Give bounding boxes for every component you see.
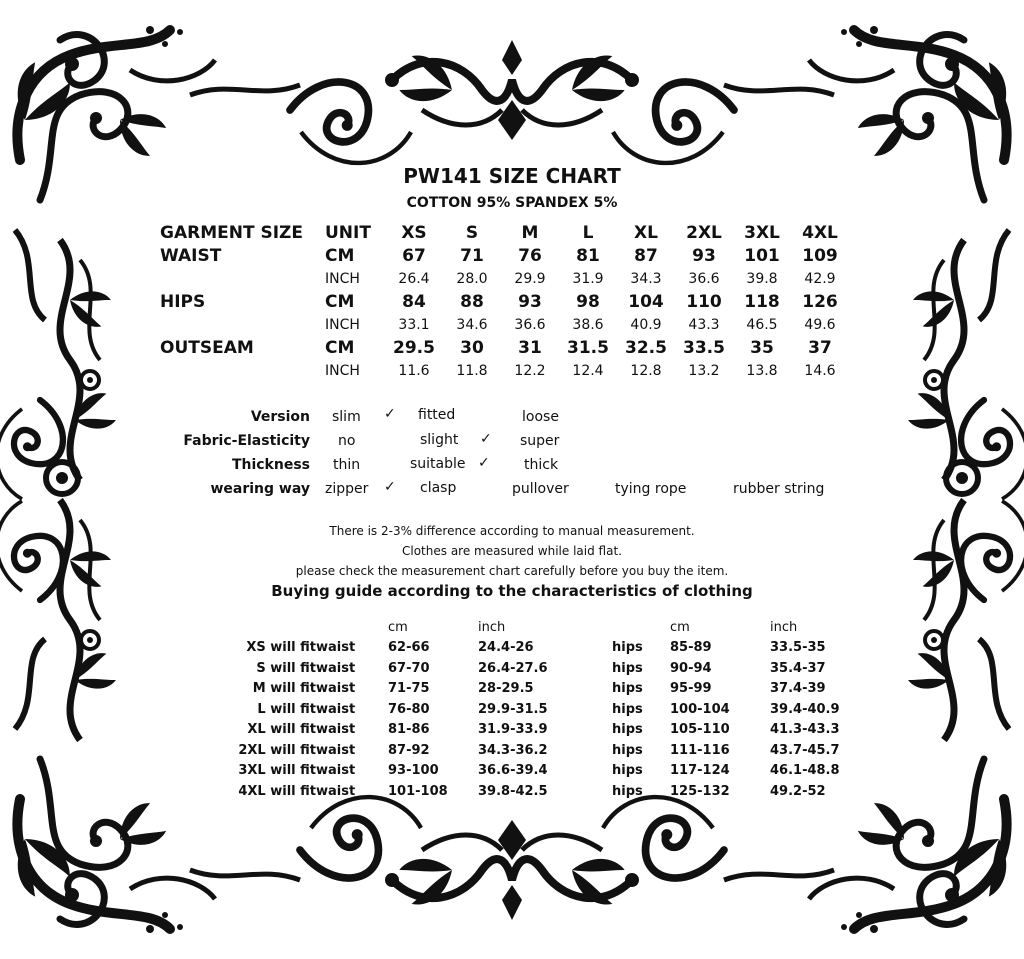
guide-hips-label: hips: [612, 783, 643, 799]
row-label: HIPS: [160, 291, 206, 312]
table-row: [200, 679, 578, 700]
table-cell: 40.9: [630, 316, 662, 333]
table-row: [200, 720, 578, 741]
row-label: WAIST: [160, 245, 222, 266]
table-cell: 14.6: [804, 362, 836, 379]
row-label: OUTSEAM: [160, 337, 254, 358]
table-cell: 31.5: [567, 337, 609, 358]
guide-hips-inch: 35.4-37: [770, 660, 826, 676]
guide-hips-label: hips: [612, 681, 643, 697]
table-cell: 93: [518, 291, 542, 312]
table-row: [160, 336, 849, 359]
table-row: [160, 244, 849, 267]
table-row: [200, 658, 578, 679]
attr-option: thin: [333, 457, 361, 473]
guide-hips-cm: 90-94: [670, 660, 712, 676]
table-cell: 12.4: [572, 362, 604, 379]
table-cell: 49.6: [804, 316, 836, 333]
guide-waist-label: waist: [316, 660, 356, 676]
note-line: Clothes are measured while laid flat.: [402, 544, 622, 558]
table-row: [200, 781, 578, 802]
header-garment-size: GARMENT SIZE: [160, 222, 303, 243]
header-size: 2XL: [686, 222, 722, 243]
guide-waist-label: waist: [316, 783, 356, 799]
table-cell: 88: [460, 291, 484, 312]
guide-hips-inch: 33.5-35: [770, 640, 826, 656]
table-cell: 13.8: [746, 362, 778, 379]
guide-hips-label: hips: [612, 763, 643, 779]
row-label: [160, 267, 325, 290]
table-cell: 12.8: [630, 362, 662, 379]
guide-hips-inch: 46.1-48.8: [770, 763, 840, 779]
guide-hips-cm: 111-116: [670, 742, 730, 758]
table-row: [200, 638, 578, 659]
table-cell: 29.9: [514, 270, 546, 287]
table-cell: 13.2: [688, 362, 720, 379]
table-cell: 110: [686, 291, 722, 312]
attr-option: loose: [522, 409, 559, 425]
table-row: [160, 313, 849, 336]
table-cell: 34.6: [456, 316, 488, 333]
attr-option: tying rope: [615, 481, 687, 497]
table-cell: 31.9: [572, 270, 604, 287]
table-cell: 35: [750, 337, 774, 358]
checkmark-icon: ✓: [384, 479, 396, 495]
header-size: S: [465, 222, 479, 243]
table-cell: 84: [402, 291, 426, 312]
note-line: please check the measurement chart carefully before you buy the item.: [295, 564, 729, 578]
guide-header: [612, 617, 870, 638]
table-row: [612, 699, 870, 720]
table-cell: 37: [808, 337, 832, 358]
header-size: 3XL: [744, 222, 780, 243]
table-cell: 34.3: [630, 270, 662, 287]
attr-option: clasp: [420, 480, 457, 496]
guide-cm-header: cm: [388, 619, 408, 635]
attr-label-version: Version: [250, 409, 310, 425]
table-cell: 46.5: [746, 316, 778, 333]
waist-guide-table: [200, 617, 578, 802]
guide-waist-cm: 71-75: [388, 681, 430, 697]
guide-hips-cm: 117-124: [670, 763, 730, 779]
table-row: [160, 267, 849, 290]
table-cell: 33.1: [398, 316, 430, 333]
table-row: [612, 740, 870, 761]
table-cell: 81: [576, 245, 600, 266]
guide-cm-header: cm: [670, 619, 690, 635]
guide-fit-label: M will fit: [252, 681, 316, 697]
table-row: [200, 740, 578, 761]
guide-waist-inch: 29.9-31.5: [478, 701, 548, 717]
attr-option: pullover: [512, 481, 569, 497]
page-title: PW141 SIZE CHART: [403, 164, 621, 188]
size-table: [160, 221, 849, 382]
row-unit: INCH: [325, 362, 360, 379]
attr-option: slim: [332, 409, 361, 425]
table-row: [160, 359, 849, 382]
guide-waist-inch: 34.3-36.2: [478, 742, 548, 758]
guide-inch-header: inch: [478, 619, 506, 635]
guide-inch-header: inch: [770, 619, 798, 635]
guide-fit-label: 3XL will fit: [238, 763, 316, 779]
table-cell: 36.6: [514, 316, 546, 333]
guide-hips-cm: 125-132: [670, 783, 730, 799]
guide-hips-inch: 43.7-45.7: [770, 742, 840, 758]
guide-waist-label: waist: [316, 640, 356, 656]
attr-option: rubber string: [733, 481, 825, 497]
attr-label-wearing-way: wearing way: [210, 481, 310, 497]
table-cell: 32.5: [625, 337, 667, 358]
checkmark-icon: ✓: [384, 406, 396, 422]
size-table-header: [160, 221, 849, 244]
note-line: There is 2-3% difference according to manual measurement.: [329, 524, 695, 538]
table-cell: 11.6: [398, 362, 430, 379]
table-cell: 93: [692, 245, 716, 266]
table-cell: 29.5: [393, 337, 435, 358]
guide-fit-label: XS will fit: [246, 640, 316, 656]
row-label: [160, 359, 325, 382]
guide-hips-inch: 41.3-43.3: [770, 722, 840, 738]
guide-waist-inch: 39.8-42.5: [478, 783, 548, 799]
table-cell: 31: [518, 337, 542, 358]
guide-waist-label: waist: [316, 701, 356, 717]
table-row: [612, 679, 870, 700]
guide-waist-inch: 28-29.5: [478, 681, 534, 697]
guide-hips-cm: 95-99: [670, 681, 712, 697]
header-size: XS: [401, 222, 427, 243]
table-cell: 36.6: [688, 270, 720, 287]
table-cell: 30: [460, 337, 484, 358]
guide-waist-inch: 36.6-39.4: [478, 763, 548, 779]
guide-waist-cm: 67-70: [388, 660, 430, 676]
attr-option: super: [520, 433, 560, 449]
table-cell: 67: [402, 245, 426, 266]
header-size: XL: [634, 222, 658, 243]
table-cell: 87: [634, 245, 658, 266]
hips-guide-table: [612, 617, 870, 802]
header-size: 4XL: [802, 222, 838, 243]
guide-waist-cm: 81-86: [388, 722, 430, 738]
guide-fit-label: L will fit: [257, 701, 316, 717]
attr-option: slight: [420, 432, 459, 448]
guide-hips-inch: 49.2-52: [770, 783, 826, 799]
table-cell: 109: [802, 245, 838, 266]
table-row: [200, 699, 578, 720]
table-cell: 26.4: [398, 270, 430, 287]
attr-option: thick: [524, 457, 559, 473]
guide-fit-label: 2XL will fit: [238, 742, 316, 758]
attr-option: no: [338, 433, 356, 449]
guide-waist-label: waist: [316, 722, 356, 738]
table-cell: 76: [518, 245, 542, 266]
buying-guide-title: Buying guide according to the characteristics of clothing: [271, 582, 753, 600]
guide-hips-cm: 100-104: [670, 701, 730, 717]
guide-waist-inch: 31.9-33.9: [478, 722, 548, 738]
guide-hips-label: hips: [612, 742, 643, 758]
attr-option: fitted: [418, 407, 456, 423]
guide-hips-label: hips: [612, 660, 643, 676]
guide-waist-cm: 62-66: [388, 640, 430, 656]
guide-fit-label: 4XL will fit: [238, 783, 316, 799]
table-cell: 104: [628, 291, 664, 312]
guide-waist-label: waist: [316, 742, 356, 758]
header-size: L: [582, 222, 594, 243]
table-cell: 11.8: [456, 362, 488, 379]
guide-hips-inch: 39.4-40.9: [770, 701, 840, 717]
row-unit: INCH: [325, 316, 360, 333]
table-cell: 38.6: [572, 316, 604, 333]
guide-hips-label: hips: [612, 640, 643, 656]
guide-header: [200, 617, 578, 638]
table-cell: 71: [460, 245, 484, 266]
table-row: [160, 290, 849, 313]
table-cell: 101: [744, 245, 780, 266]
table-cell: 42.9: [804, 270, 836, 287]
attr-label-fabric-elasticity: Fabric-Elasticity: [183, 433, 310, 449]
guide-hips-label: hips: [612, 722, 643, 738]
table-row: [612, 658, 870, 679]
guide-hips-cm: 85-89: [670, 640, 712, 656]
guide-waist-inch: 24.4-26: [478, 640, 534, 656]
attr-option: suitable: [410, 456, 466, 472]
table-cell: 12.2: [514, 362, 546, 379]
guide-waist-label: waist: [316, 763, 356, 779]
guide-fit-label: S will fit: [256, 660, 316, 676]
fabric-composition: COTTON 95% SPANDEX 5%: [406, 195, 618, 211]
row-label: [160, 313, 325, 336]
table-row: [612, 638, 870, 659]
row-unit: CM: [325, 245, 355, 266]
table-cell: 33.5: [683, 337, 725, 358]
table-row: [612, 781, 870, 802]
guide-hips-inch: 37.4-39: [770, 681, 826, 697]
guide-waist-inch: 26.4-27.6: [478, 660, 548, 676]
row-unit: CM: [325, 337, 355, 358]
guide-fit-label: XL will fit: [247, 722, 316, 738]
row-unit: INCH: [325, 270, 360, 287]
attr-option: zipper: [325, 481, 369, 497]
table-row: [612, 720, 870, 741]
table-row: [200, 761, 578, 782]
guide-waist-cm: 101-108: [388, 783, 448, 799]
table-cell: 43.3: [688, 316, 720, 333]
header-unit: UNIT: [325, 222, 371, 243]
checkmark-icon: ✓: [480, 431, 492, 447]
table-cell: 126: [802, 291, 838, 312]
guide-waist-label: waist: [316, 681, 356, 697]
guide-waist-cm: 87-92: [388, 742, 430, 758]
guide-hips-cm: 105-110: [670, 722, 730, 738]
row-unit: CM: [325, 291, 355, 312]
attr-label-thickness: Thickness: [231, 457, 310, 473]
table-cell: 28.0: [456, 270, 488, 287]
checkmark-icon: ✓: [478, 455, 490, 471]
header-size: M: [521, 222, 539, 243]
guide-hips-label: hips: [612, 701, 643, 717]
table-cell: 98: [576, 291, 600, 312]
guide-waist-cm: 93-100: [388, 763, 439, 779]
table-row: [612, 761, 870, 782]
guide-waist-cm: 76-80: [388, 701, 430, 717]
table-cell: 118: [744, 291, 780, 312]
table-cell: 39.8: [746, 270, 778, 287]
